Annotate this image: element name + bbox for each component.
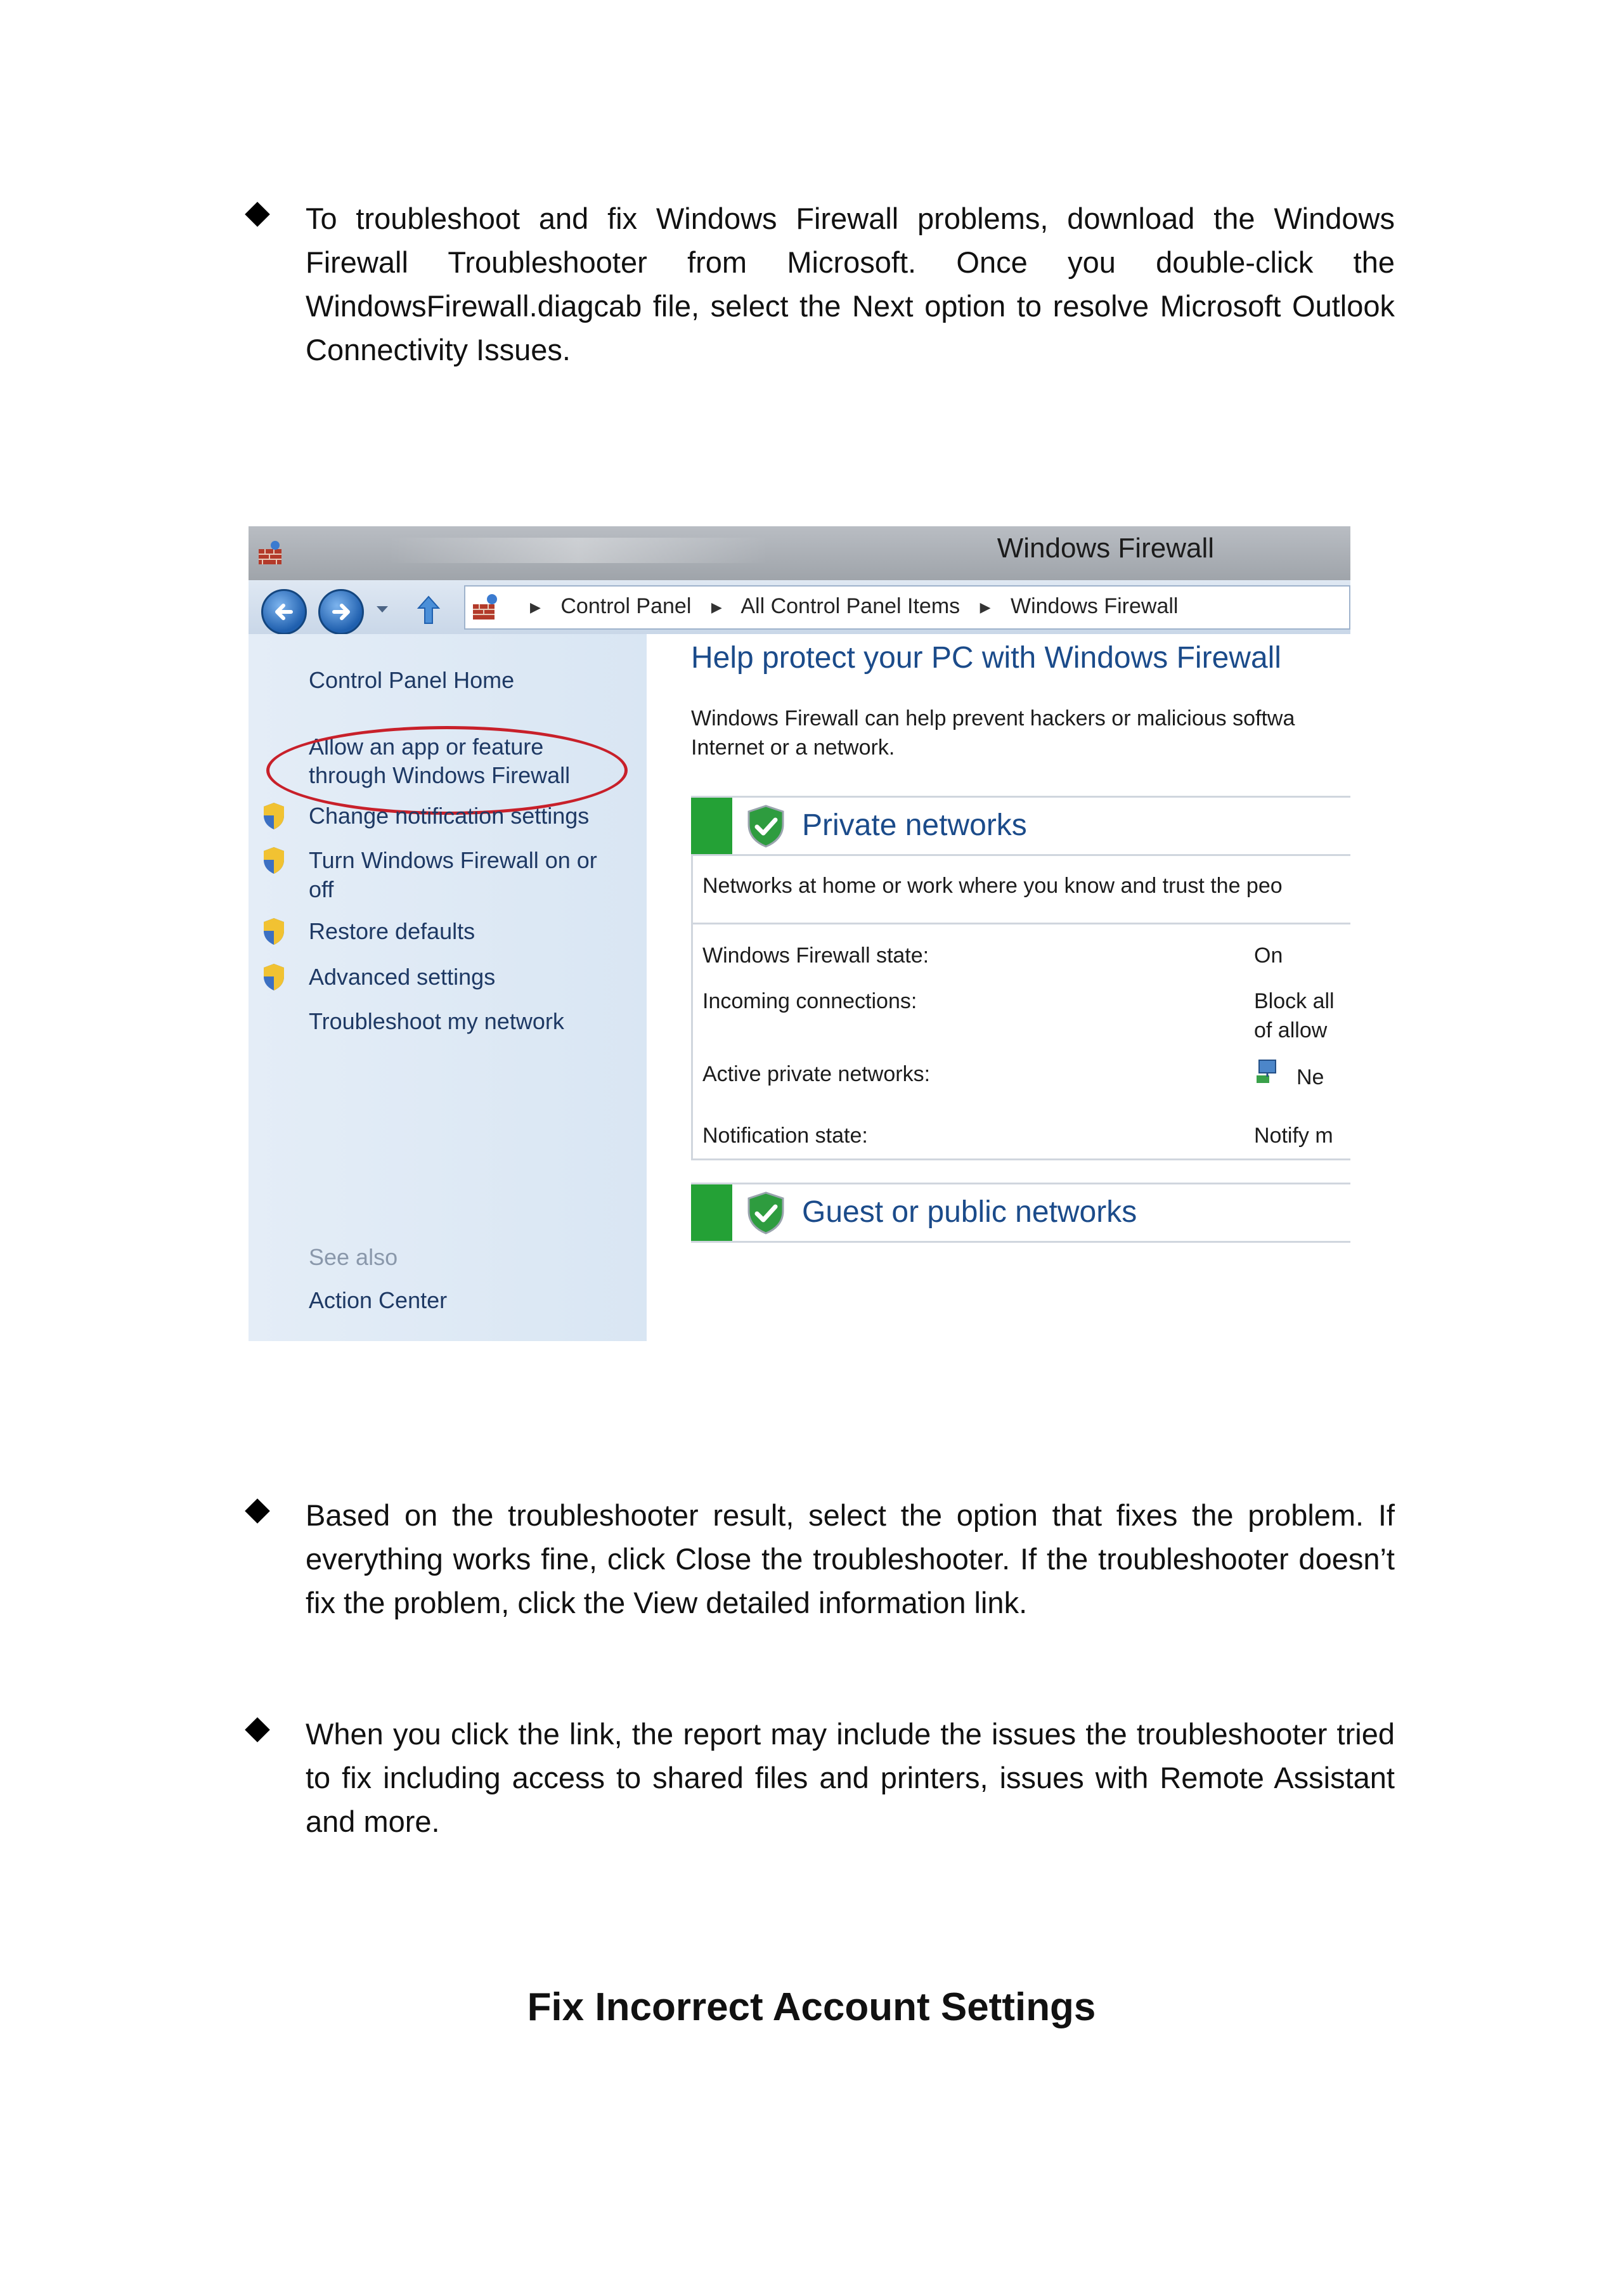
- active-private-networks-label: Active private networks:: [702, 1062, 931, 1086]
- turn-firewall-on-off-link-line2[interactable]: off: [309, 876, 334, 902]
- up-arrow-icon[interactable]: [415, 594, 443, 626]
- breadcrumb-separator-icon: ▶: [711, 599, 722, 616]
- diamond-bullet-icon: [245, 1498, 270, 1524]
- change-notification-settings-link[interactable]: Change notification settings: [309, 803, 590, 829]
- uac-shield-icon: [261, 917, 287, 946]
- bullet-text: When you click the link, the report may include the issues the troubleshooter tried to fix including access to shared files and printers, issues with Remote Assistant and more.: [306, 1717, 1395, 1838]
- breadcrumb: [516, 594, 1178, 619]
- arrow-right-icon: [329, 600, 353, 624]
- bullet-item: [249, 197, 1395, 372]
- breadcrumb-separator-icon: ▶: [530, 599, 541, 616]
- firewall-icon: [257, 540, 283, 566]
- control-panel-icon: [470, 593, 500, 622]
- control-panel-home-link[interactable]: Control Panel Home: [309, 667, 515, 693]
- description-line: Windows Firewall can help prevent hackers or malicious softwa: [691, 706, 1295, 730]
- arrow-left-icon: [272, 600, 296, 624]
- window-title: Windows Firewall: [997, 533, 1214, 564]
- windows-firewall-screenshot: [249, 526, 1350, 1341]
- back-button[interactable]: [261, 589, 307, 635]
- incoming-connections-value-line2: of allow: [1254, 1018, 1328, 1042]
- breadcrumb-item-windows-firewall[interactable]: Windows Firewall: [1010, 594, 1179, 618]
- description-line: Internet or a network.: [691, 736, 895, 760]
- see-also-heading: See also: [309, 1244, 398, 1270]
- bullet-item: [249, 1493, 1395, 1625]
- active-private-networks-value: Ne: [1296, 1065, 1324, 1089]
- uac-shield-icon: [261, 963, 287, 992]
- turn-firewall-on-off-link-line1[interactable]: Turn Windows Firewall on or: [309, 847, 597, 873]
- green-shield-check-icon: [745, 1191, 787, 1235]
- private-networks-details: [691, 856, 1350, 1160]
- section-heading: Fix Incorrect Account Settings: [527, 1985, 1096, 2029]
- recent-pages-chevron-down-icon[interactable]: [375, 604, 389, 614]
- status-bar-green: [691, 798, 732, 854]
- bullet-text: To troubleshoot and fix Windows Firewall problems, download the Windows Firewall Troubleshooter from Microsoft. Once you double-click the WindowsFirewall.diagcab file, select the Next option to resolve Microsoft Outlook Connectivity Issues.: [306, 202, 1395, 366]
- allow-app-link-line2[interactable]: through Windows Firewall: [309, 762, 571, 788]
- title-bar: [249, 526, 1350, 580]
- page-title: Help protect your PC with Windows Firewall: [691, 641, 1281, 675]
- left-navigation-pane: [249, 634, 647, 1341]
- notification-state-label: Notification state:: [702, 1124, 868, 1148]
- forward-button[interactable]: [318, 589, 364, 635]
- incoming-connections-value: Block all: [1254, 989, 1335, 1013]
- divider: [693, 923, 1350, 924]
- private-networks-label: Private networks: [802, 808, 1027, 842]
- allow-app-link-line1[interactable]: Allow an app or feature: [309, 734, 544, 760]
- green-shield-check-icon: [745, 804, 787, 848]
- diamond-bullet-icon: [245, 1717, 270, 1742]
- bullet-text: Based on the troubleshooter result, select the option that fixes the problem. If everything works fine, click Close the troubleshooter. If the troubleshooter doesn’t fix the problem, click the View detailed information link.: [306, 1498, 1395, 1619]
- firewall-state-label: Windows Firewall state:: [702, 944, 929, 968]
- breadcrumb-item-all-items[interactable]: All Control Panel Items: [740, 594, 960, 618]
- advanced-settings-link[interactable]: Advanced settings: [309, 964, 496, 990]
- firewall-state-value: On: [1254, 944, 1283, 968]
- diamond-bullet-icon: [245, 202, 270, 227]
- public-networks-label: Guest or public networks: [802, 1195, 1137, 1229]
- network-icon: [1254, 1058, 1282, 1086]
- navigation-bar: [249, 580, 1350, 634]
- incoming-connections-label: Incoming connections:: [702, 989, 917, 1013]
- uac-shield-icon: [261, 801, 287, 831]
- notification-state-value: Notify m: [1254, 1124, 1333, 1148]
- public-networks-header[interactable]: [691, 1183, 1350, 1243]
- address-bar[interactable]: [464, 585, 1350, 630]
- restore-defaults-link[interactable]: Restore defaults: [309, 918, 475, 944]
- private-networks-description: Networks at home or work where you know and trust the peo: [702, 874, 1283, 898]
- breadcrumb-item-control-panel[interactable]: Control Panel: [560, 594, 692, 618]
- private-networks-header[interactable]: [691, 796, 1350, 856]
- breadcrumb-separator-icon: ▶: [980, 599, 991, 616]
- troubleshoot-network-link[interactable]: Troubleshoot my network: [309, 1008, 564, 1034]
- uac-shield-icon: [261, 846, 287, 875]
- bullet-item: [249, 1712, 1395, 1843]
- status-bar-green: [691, 1184, 732, 1241]
- title-blur: [388, 538, 768, 563]
- page-description: [691, 704, 1295, 762]
- action-center-link[interactable]: Action Center: [309, 1287, 448, 1313]
- main-content-pane: [647, 634, 1350, 1341]
